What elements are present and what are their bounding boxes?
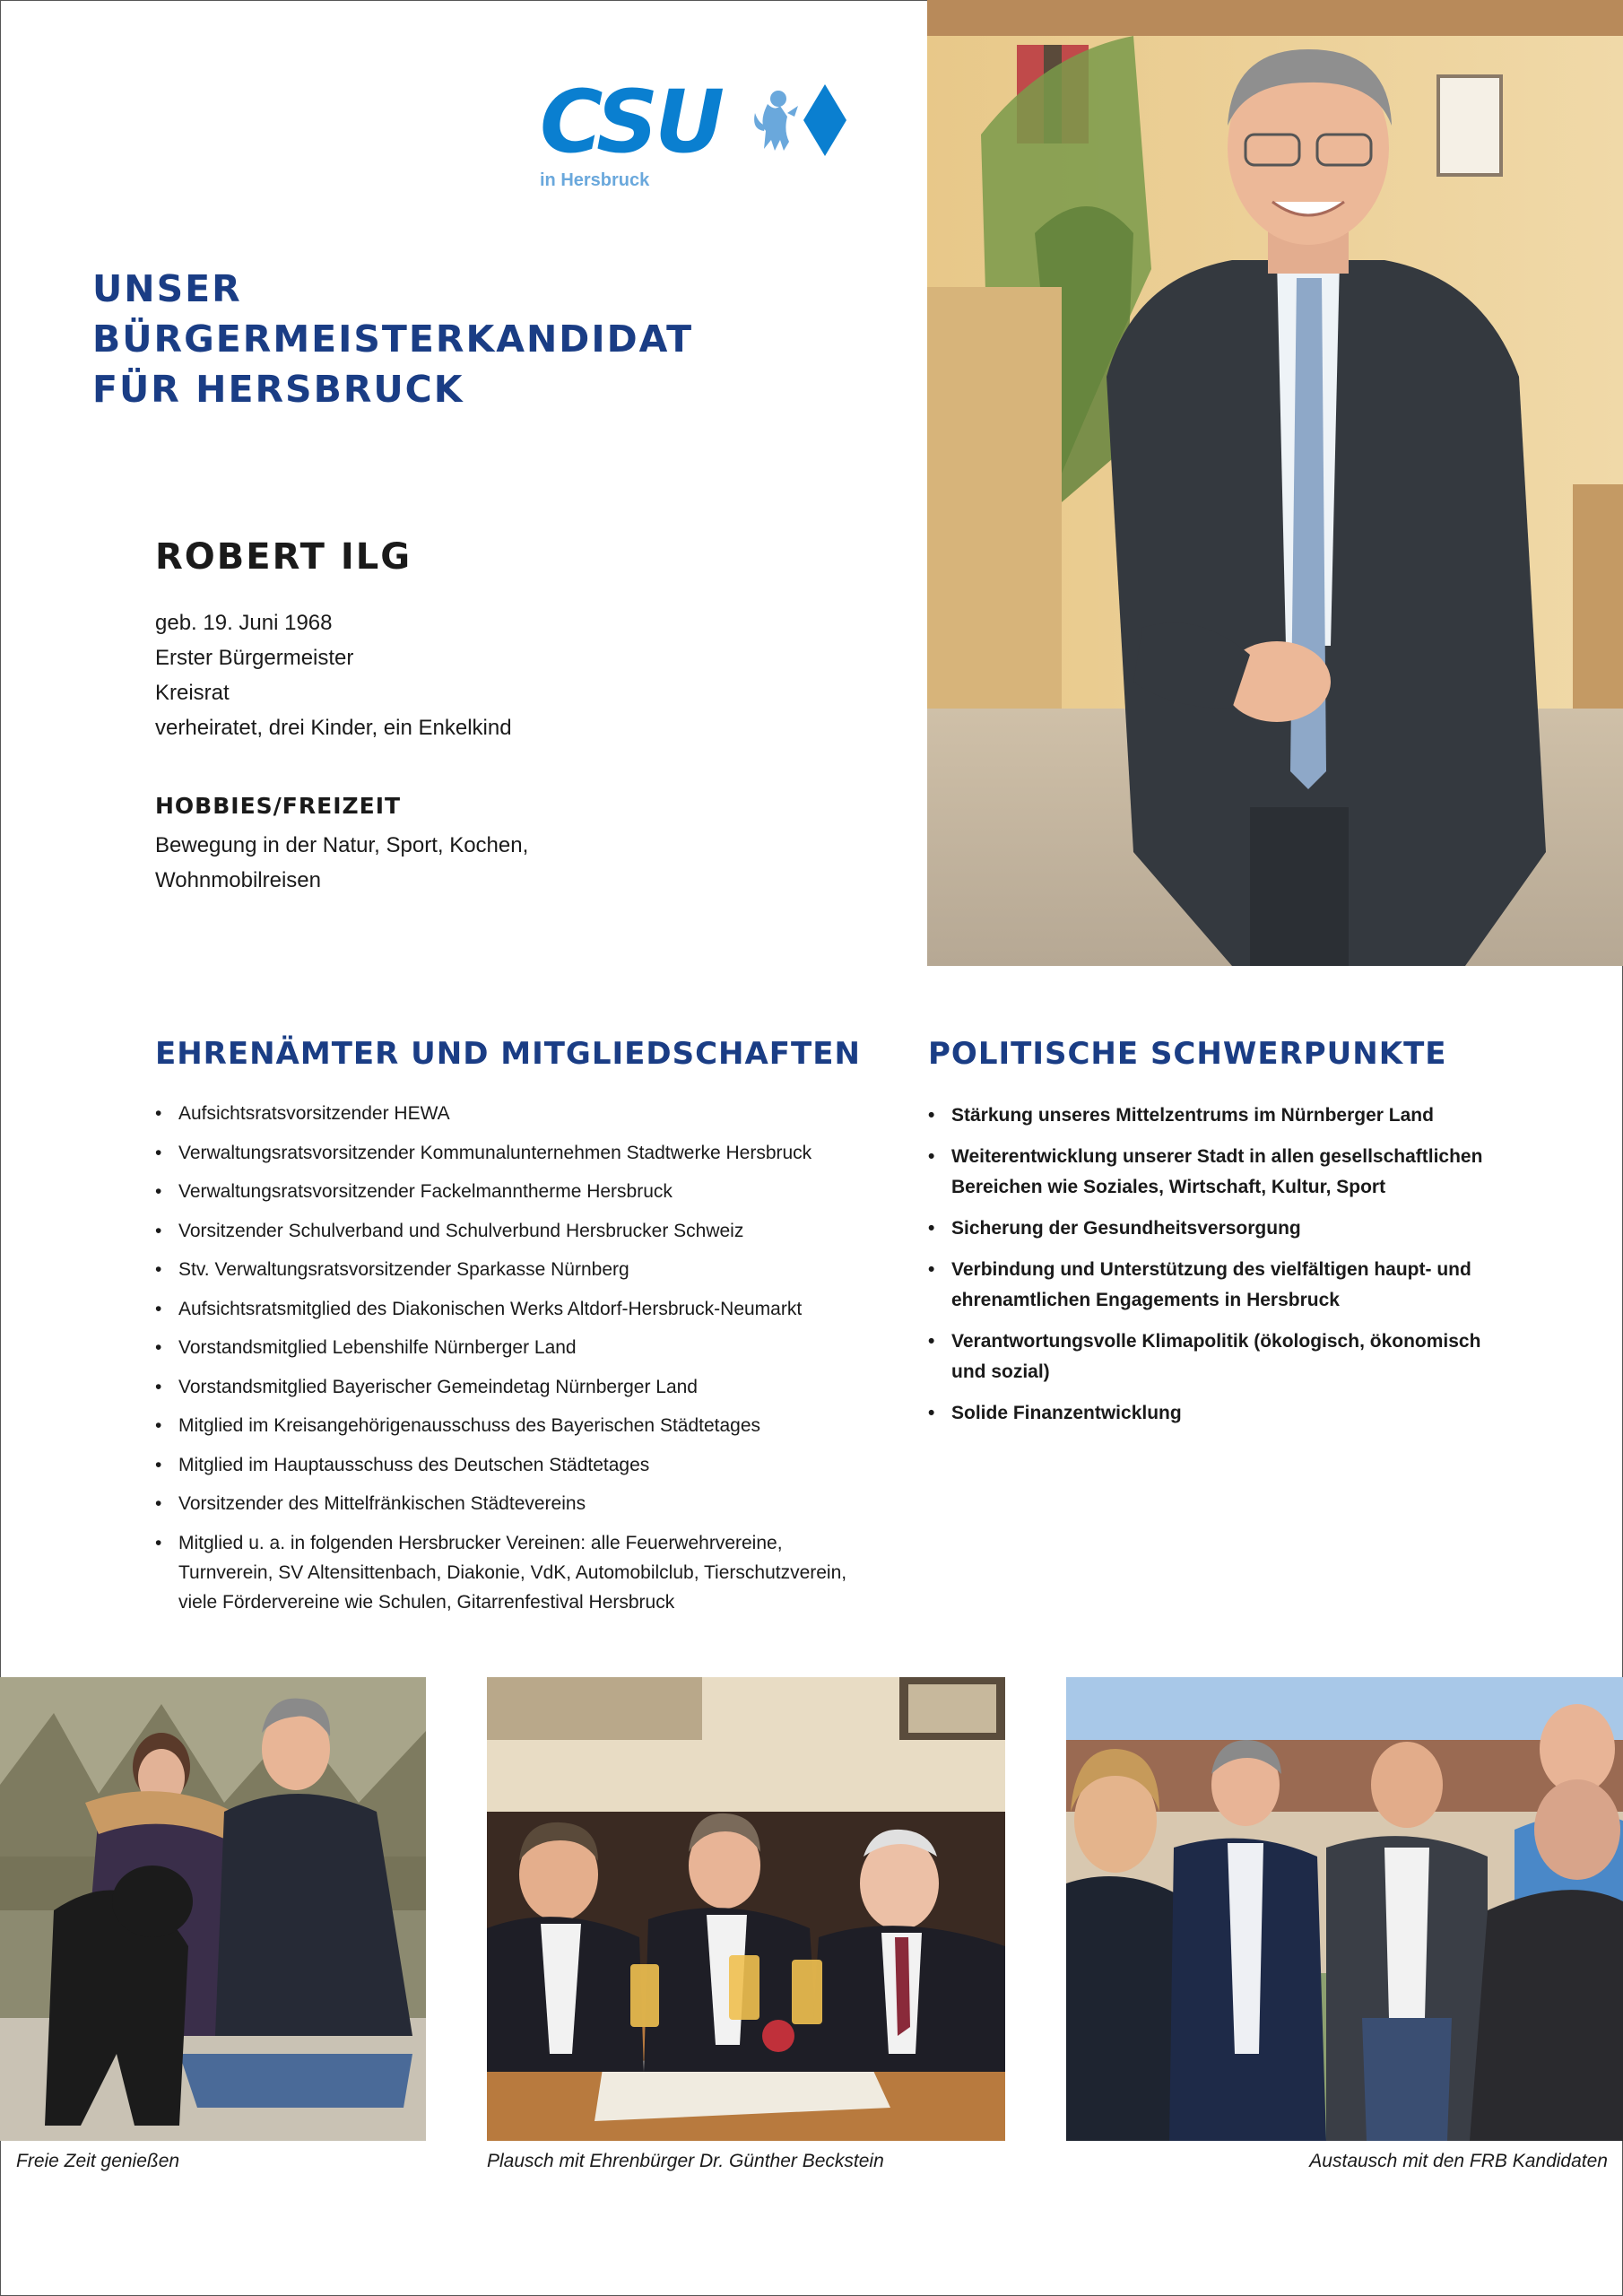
- headline-line: FÜR HERSBRUCK: [92, 368, 464, 411]
- ehrenaemter-list: [155, 1099, 855, 1626]
- detail-line: verheiratet, drei Kinder, ein Enkelkind: [155, 716, 512, 740]
- schwerpunkte-title: POLITISCHE SCHWERPUNKTE: [928, 1036, 1447, 1072]
- hobbies-title: HOBBIES/FREIZEIT: [155, 793, 402, 819]
- schwerpunkte-list: [928, 1100, 1502, 1439]
- page-headline: [92, 264, 693, 414]
- headline-line: UNSER: [92, 267, 242, 310]
- candidate-details: [155, 605, 512, 745]
- list-item: • Verbindung und Unterstützung des vielfältigen haupt- und ehrenamtlichen Engagements in Hersbruck: [928, 1255, 1502, 1316]
- hobbies-line: Wohnmobilreisen: [155, 868, 321, 892]
- logo-wordmark: CSU: [540, 72, 722, 172]
- hobbies-text: [155, 828, 528, 898]
- logo-subline: in Hersbruck: [540, 170, 650, 190]
- candidate-portrait-photo: [927, 0, 1623, 966]
- list-item: • Weiterentwicklung unserer Stadt in allen gesellschaftlichen Bereichen wie Soziales, Wirtschaft, Kultur, Sport: [928, 1142, 1502, 1203]
- detail-line: geb. 19. Juni 1968: [155, 611, 333, 635]
- detail-line: Kreisrat: [155, 681, 230, 705]
- list-item: • Verwaltungsratsvorsitzender Kommunalunternehmen Stadtwerke Hersbruck: [155, 1138, 855, 1168]
- detail-line: Erster Bürgermeister: [155, 646, 354, 670]
- photo-beckstein-table: [487, 1677, 1005, 2141]
- list-item: • Solide Finanzentwicklung: [928, 1398, 1502, 1429]
- list-item: • Vorstandsmitglied Bayerischer Gemeindetag Nürnberger Land: [155, 1372, 855, 1402]
- list-item: • Vorsitzender Schulverband und Schulverbund Hersbrucker Schweiz: [155, 1216, 855, 1246]
- caption-photo-1: Freie Zeit genießen: [16, 2151, 180, 2171]
- list-item: • Aufsichtsratsvorsitzender HEWA: [155, 1099, 855, 1128]
- list-item: • Vorstandsmitglied Lebenshilfe Nürnberger Land: [155, 1333, 855, 1362]
- csu-logo: [540, 72, 854, 196]
- photo-dog-couple: [0, 1677, 426, 2141]
- caption-photo-3: Austausch mit den FRB Kandidaten: [1309, 2151, 1608, 2171]
- candidate-name: ROBERT ILG: [155, 536, 412, 578]
- list-item: • Stärkung unseres Mittelzentrums im Nürnberger Land: [928, 1100, 1502, 1131]
- list-item: • Verantwortungsvolle Klimapolitik (ökologisch, ökonomisch und sozial): [928, 1326, 1502, 1387]
- caption-photo-2: Plausch mit Ehrenbürger Dr. Günther Beckstein: [487, 2151, 884, 2171]
- list-item: • Vorsitzender des Mittelfränkischen Städtevereins: [155, 1489, 855, 1518]
- headline-line: BÜRGERMEISTERKANDIDAT: [92, 317, 694, 361]
- ehrenaemter-title: EHRENÄMTER UND MITGLIEDSCHAFTEN: [155, 1036, 861, 1072]
- list-item: • Mitglied u. a. in folgenden Hersbrucker Vereinen: alle Feuerwehrvereine, Turnverein, SV Altensittenbach, Diakonie, VdK, Automobilclub, Tierschutzverein, viele Fördervereine wie Schulen, Gitarrenfestival Hersbruck: [155, 1528, 855, 1617]
- lion-icon: [748, 86, 802, 158]
- list-item: • Verwaltungsratsvorsitzender Fackelmanntherme Hersbruck: [155, 1177, 855, 1206]
- list-item: • Mitglied im Hauptausschuss des Deutschen Städtetages: [155, 1450, 855, 1480]
- photo-frb-candidates: [1066, 1677, 1623, 2141]
- list-item: • Aufsichtsratsmitglied des Diakonischen Werks Altdorf-Hersbruck-Neumarkt: [155, 1294, 855, 1324]
- list-item: • Mitglied im Kreisangehörigenausschuss des Bayerischen Städtetages: [155, 1411, 855, 1440]
- list-item: • Stv. Verwaltungsratsvorsitzender Sparkasse Nürnberg: [155, 1255, 855, 1284]
- hobbies-line: Bewegung in der Natur, Sport, Kochen,: [155, 833, 529, 857]
- diamond-icon: [802, 83, 848, 158]
- list-item: • Sicherung der Gesundheitsversorgung: [928, 1213, 1502, 1244]
